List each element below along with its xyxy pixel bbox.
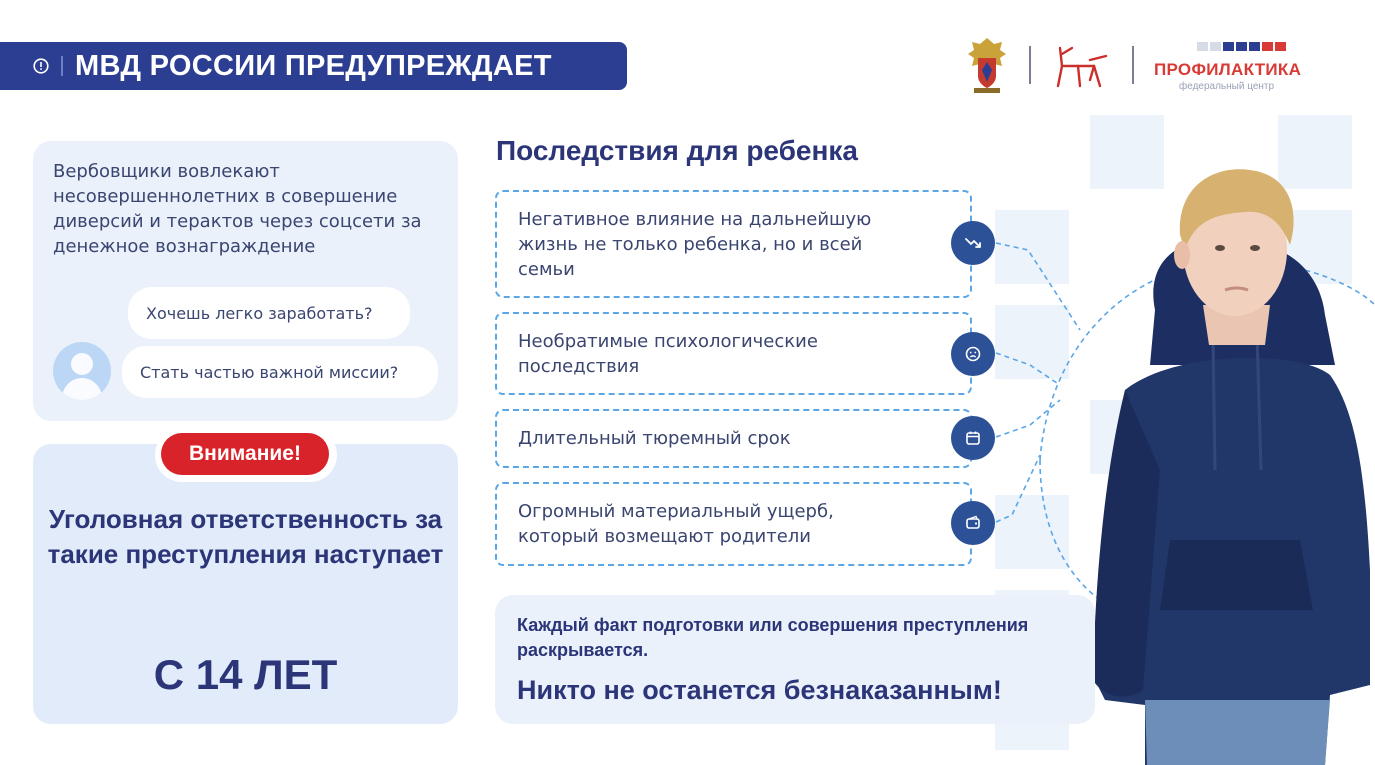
bg-square [995, 495, 1069, 569]
profilaktika-title: ПРОФИЛАКТИКА [1154, 60, 1302, 79]
recruitment-text: Вербовщики вовлекают несовершеннолетних в совершение диверсий и терактов через соцсети за денежное вознаграждение [53, 161, 422, 257]
avatar [53, 342, 111, 400]
info-icon [33, 58, 49, 74]
profilaktika-squares [1197, 42, 1286, 51]
consequence-text: Необратимые психологические последствия [518, 330, 818, 377]
chat-bubble: Стать частью важной миссии? [122, 346, 438, 398]
attention-badge: Внимание! [161, 433, 329, 475]
consequence-item [495, 312, 972, 395]
consequence-text: Длительный тюремный срок [518, 428, 791, 449]
punishment-card [495, 595, 1095, 724]
recruitment-card [33, 141, 458, 421]
chair-logo-icon [1050, 42, 1110, 90]
bg-square [995, 210, 1069, 284]
header-bar [0, 42, 627, 90]
punishment-slogan: Никто не останется безнаказанным! [517, 675, 1002, 705]
consequence-text: Негативное влияние на дальнейшую жизнь не только ребенка, но и всей семьи [518, 208, 872, 280]
user-avatar-icon [53, 342, 111, 400]
page-title: МВД РОССИИ ПРЕДУПРЕЖДАЕТ [75, 49, 552, 82]
trend-down-icon [951, 221, 995, 265]
wallet-icon [951, 501, 995, 545]
consequences-title: Последствия для ребенка [496, 135, 859, 166]
punishment-text: Каждый факт подготовки или совершения преступления раскрывается. [517, 615, 1029, 660]
teenager-photo [1085, 140, 1375, 765]
warning-age: С 14 ЛЕТ [153, 651, 338, 698]
logo-separator [1132, 46, 1134, 84]
consequence-item [495, 409, 972, 468]
header-separator [61, 56, 63, 76]
mvd-emblem-icon [966, 36, 1008, 96]
consequence-text: Огромный материальный ущерб, который возмещают родители [518, 501, 834, 547]
warning-text: Уголовная ответственность за такие преступления наступает [47, 504, 444, 569]
logo-separator [1029, 46, 1031, 84]
chat-bubble: Хочешь легко заработать? [128, 287, 410, 339]
bg-square [995, 305, 1069, 379]
consequence-item [495, 190, 972, 298]
calendar-icon [951, 416, 995, 460]
profilaktika-subtitle: федеральный центр [1179, 81, 1275, 92]
consequence-item [495, 482, 972, 566]
logos-block [962, 34, 1332, 98]
sad-face-icon [951, 332, 995, 376]
